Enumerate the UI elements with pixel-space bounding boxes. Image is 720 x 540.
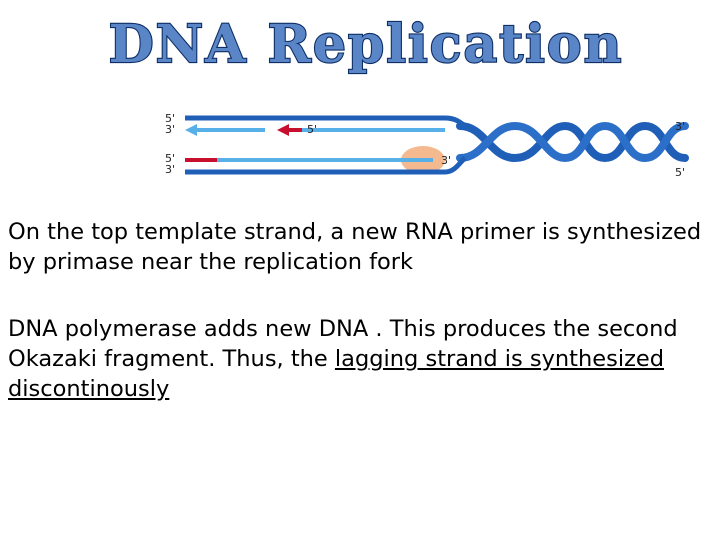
dna-replication-diagram: [155, 100, 700, 185]
label-right-bottom-5: 5': [675, 166, 686, 179]
paragraph-polymerase-text: DNA polymerase adds new DNA . This produces the second Okazaki fragment. Thus, the: [8, 316, 678, 372]
slide-title: [0, 0, 720, 80]
lagging-strand-underlined: lagging strand is synthesized discontinously: [8, 346, 665, 402]
label-primer-5: 5': [307, 123, 318, 136]
label-bottom-left-3: 3': [165, 163, 176, 176]
paragraph-polymerase: [8, 314, 708, 404]
top-new-strand-arrowhead: [185, 124, 197, 136]
label-right-top-3: 3': [675, 120, 686, 133]
title-text: DNA Replication: [108, 14, 624, 75]
label-fork-3: 3': [441, 154, 452, 167]
label-top-left-5: 5': [165, 112, 176, 125]
top-template-strand: [185, 118, 465, 126]
label-bottom-left-5: 5': [165, 152, 176, 165]
label-top-left-3: 3': [165, 123, 176, 136]
double-helix: [460, 126, 685, 158]
paragraph-primer: On the top template strand, a new RNA primer is synthesized by primase near the replication fork: [8, 219, 702, 275]
okazaki-arrowhead: [277, 124, 289, 136]
